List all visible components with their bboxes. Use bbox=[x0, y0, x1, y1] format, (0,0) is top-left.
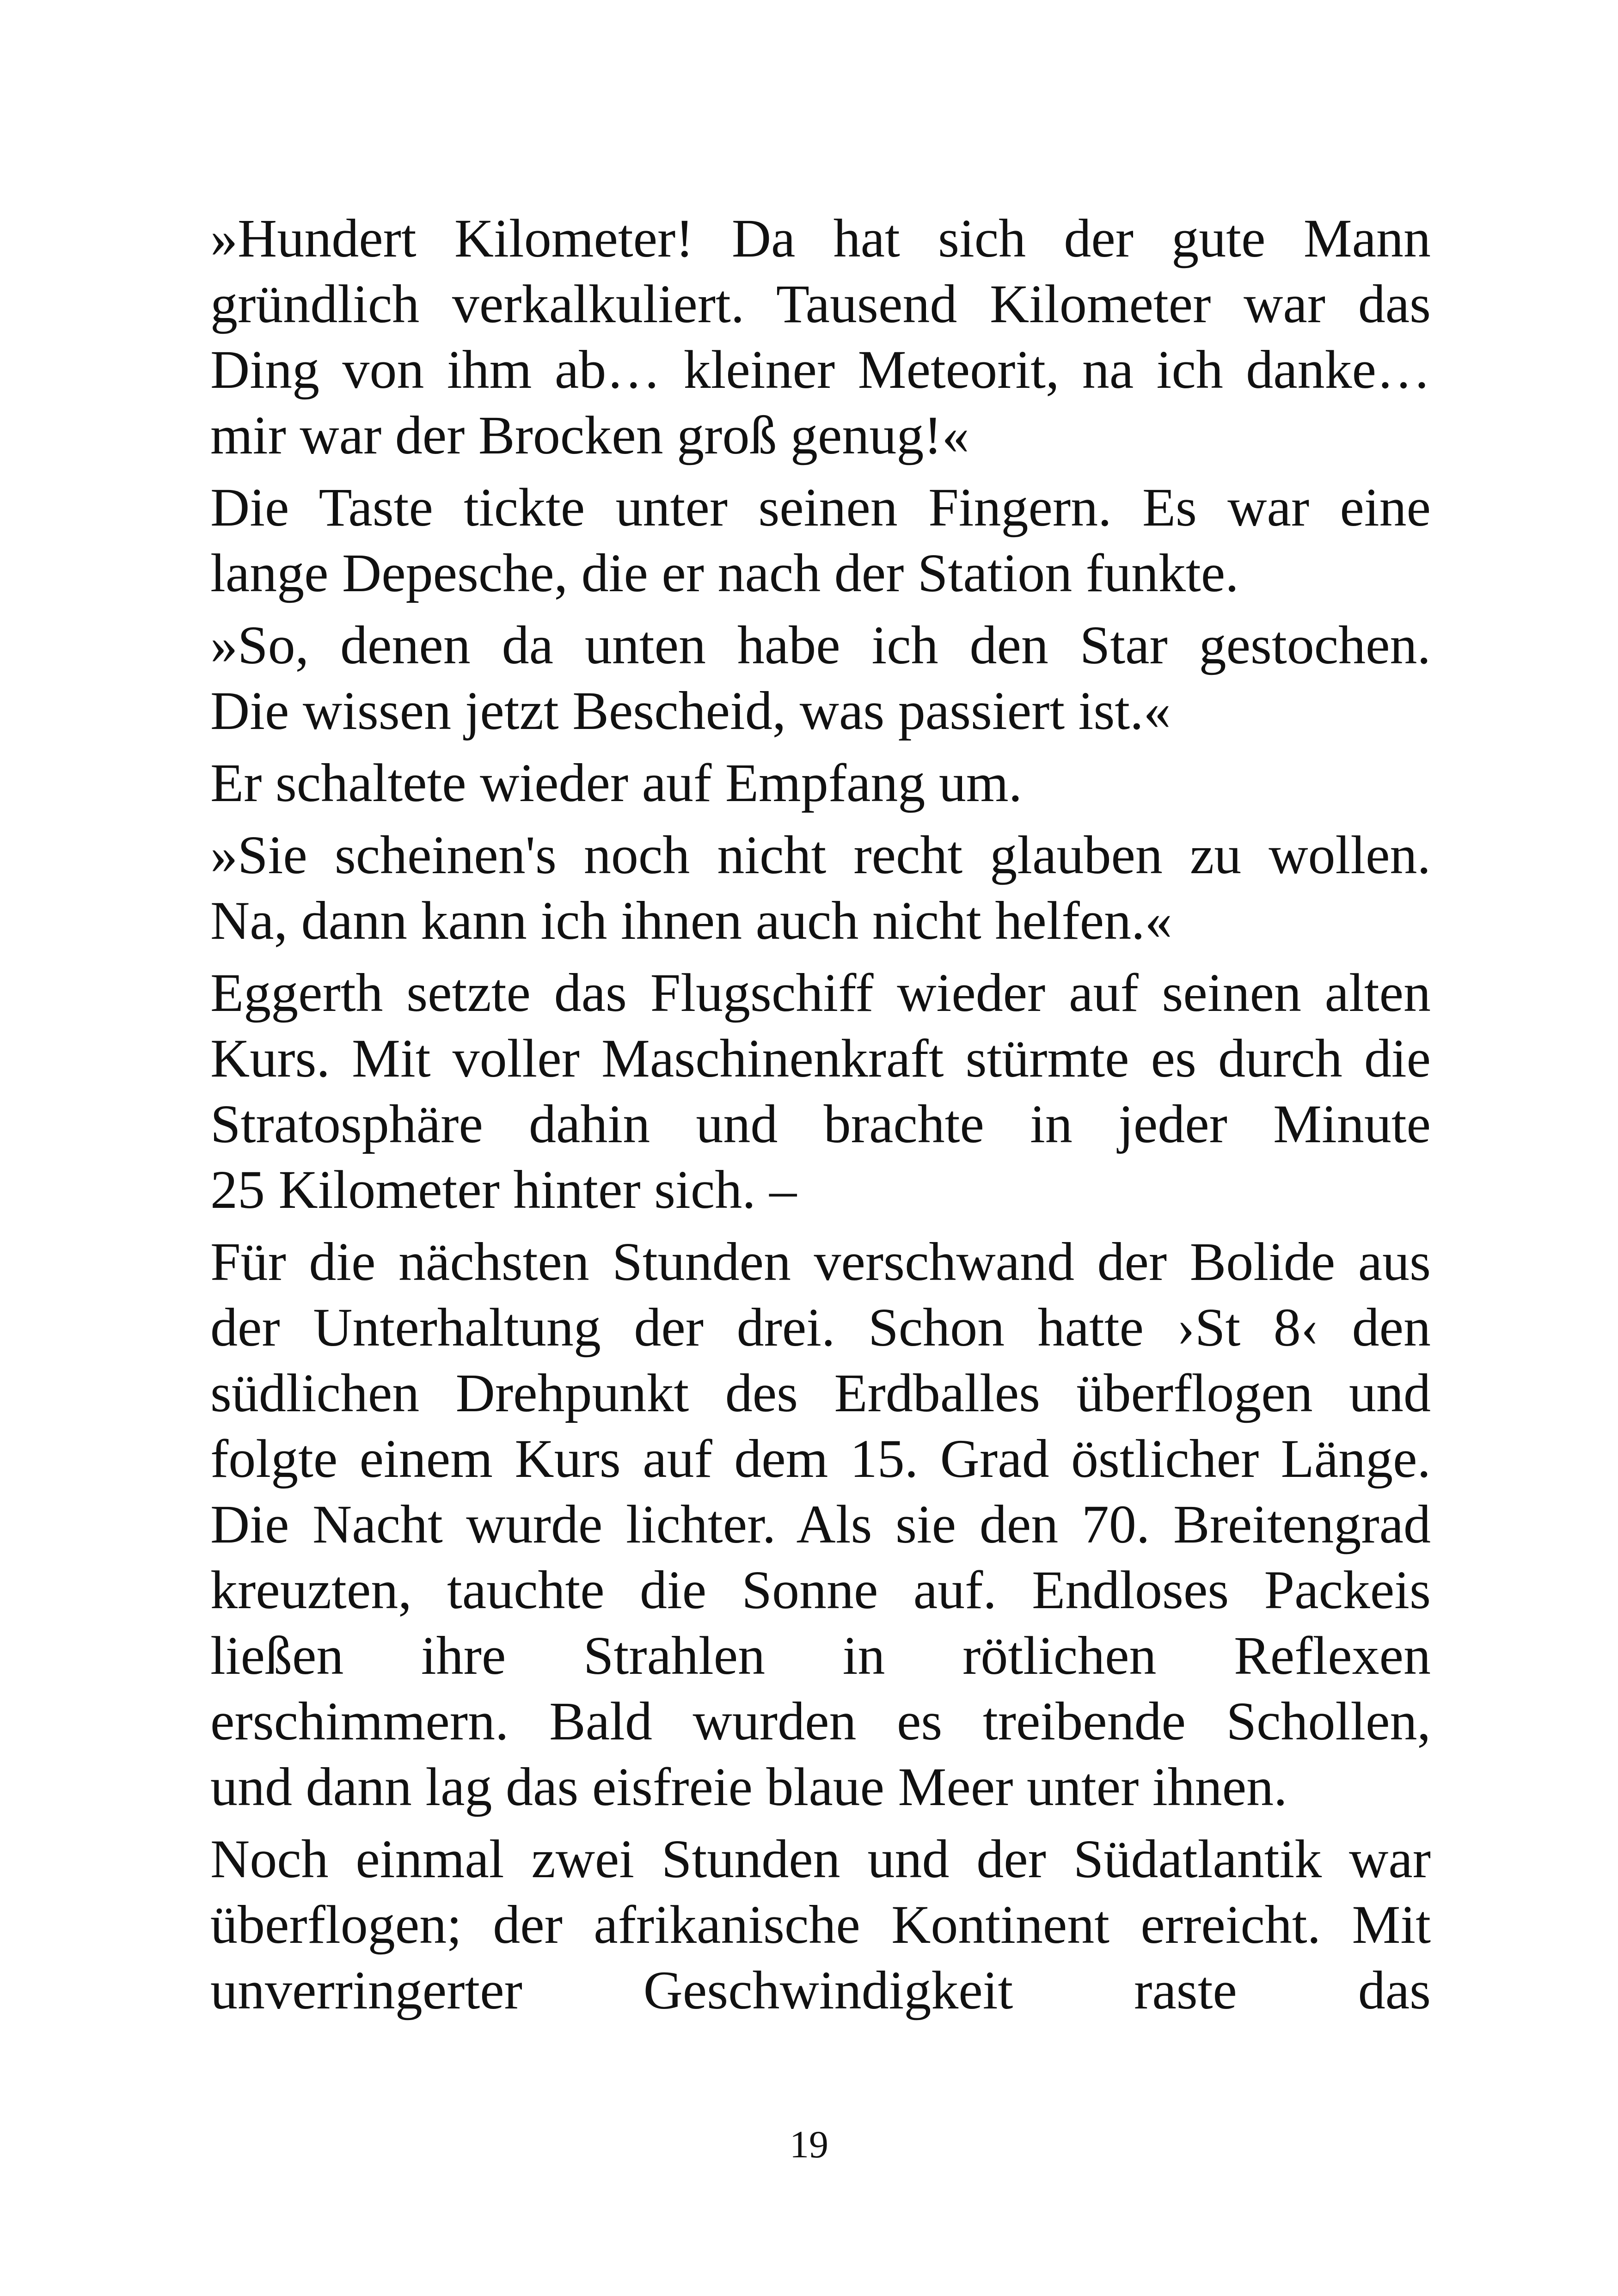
body-text bbox=[210, 206, 1431, 2023]
text-line: mir war der Brocken groß genug!« bbox=[210, 405, 969, 465]
text-line: Für die nächsten Stunden verschwand der Bolide aus bbox=[210, 1231, 1431, 1292]
text-line: ließen ihre Strahlen in rötlichen Reflexen bbox=[210, 1625, 1431, 1686]
text-line: Stratosphäre dahin und brachte in jeder Minute bbox=[210, 1094, 1431, 1154]
text-line: und dann lag das eisfreie blaue Meer unter ihnen. bbox=[210, 1757, 1287, 1817]
text-line: Noch einmal zwei Stunden und der Südatlantik war bbox=[210, 1829, 1431, 1889]
text-line: »So, denen da unten habe ich den Star gestochen. bbox=[210, 615, 1431, 675]
text-line: Die wissen jetzt Bescheid, was passiert ist.« bbox=[210, 680, 1171, 741]
text-line: 25 Kilometer hinter sich. – bbox=[210, 1159, 797, 1220]
text-line: überflogen; der afrikanische Kontinent erreicht. Mit bbox=[210, 1894, 1431, 1955]
text-line: Na, dann kann ich ihnen auch nicht helfen.« bbox=[210, 890, 1172, 951]
text-line: kreuzten, tauchte die Sonne auf. Endloses Packeis bbox=[210, 1560, 1431, 1620]
text-line: Ding von ihm ab… kleiner Meteorit, na ich danke… bbox=[210, 339, 1431, 400]
text-line: Kurs. Mit voller Maschinenkraft stürmte es durch die bbox=[210, 1028, 1431, 1089]
text-line: erschimmern. Bald wurden es treibende Schollen, bbox=[210, 1691, 1431, 1751]
text-line: Die Taste tickte unter seinen Fingern. Es war eine bbox=[210, 477, 1431, 538]
text-line: »Hundert Kilometer! Da hat sich der gute Mann bbox=[210, 208, 1431, 269]
text-line: gründlich verkalkuliert. Tausend Kilometer war das bbox=[210, 274, 1431, 334]
text-line: folgte einem Kurs auf dem 15. Grad östlicher Länge. bbox=[210, 1428, 1431, 1489]
text-line: der Unterhaltung der drei. Schon hatte ›St 8‹ den bbox=[210, 1297, 1431, 1358]
page-number: 19 bbox=[790, 2123, 828, 2166]
text-line: Er schaltete wieder auf Empfang um. bbox=[210, 753, 1023, 813]
text-line: südlichen Drehpunkt des Erdballes überflogen und bbox=[210, 1363, 1431, 1423]
text-line: Die Nacht wurde lichter. Als sie den 70. Breitengrad bbox=[210, 1494, 1431, 1555]
text-line: »Sie scheinen's noch nicht recht glauben zu wollen. bbox=[210, 825, 1431, 885]
text-line: Eggerth setzte das Flugschiff wieder auf seinen alten bbox=[210, 962, 1431, 1023]
text-line: lange Depesche, die er nach der Station funkte. bbox=[210, 543, 1239, 603]
text-line: unverringerter Geschwindigkeit raste das bbox=[210, 1960, 1431, 2020]
